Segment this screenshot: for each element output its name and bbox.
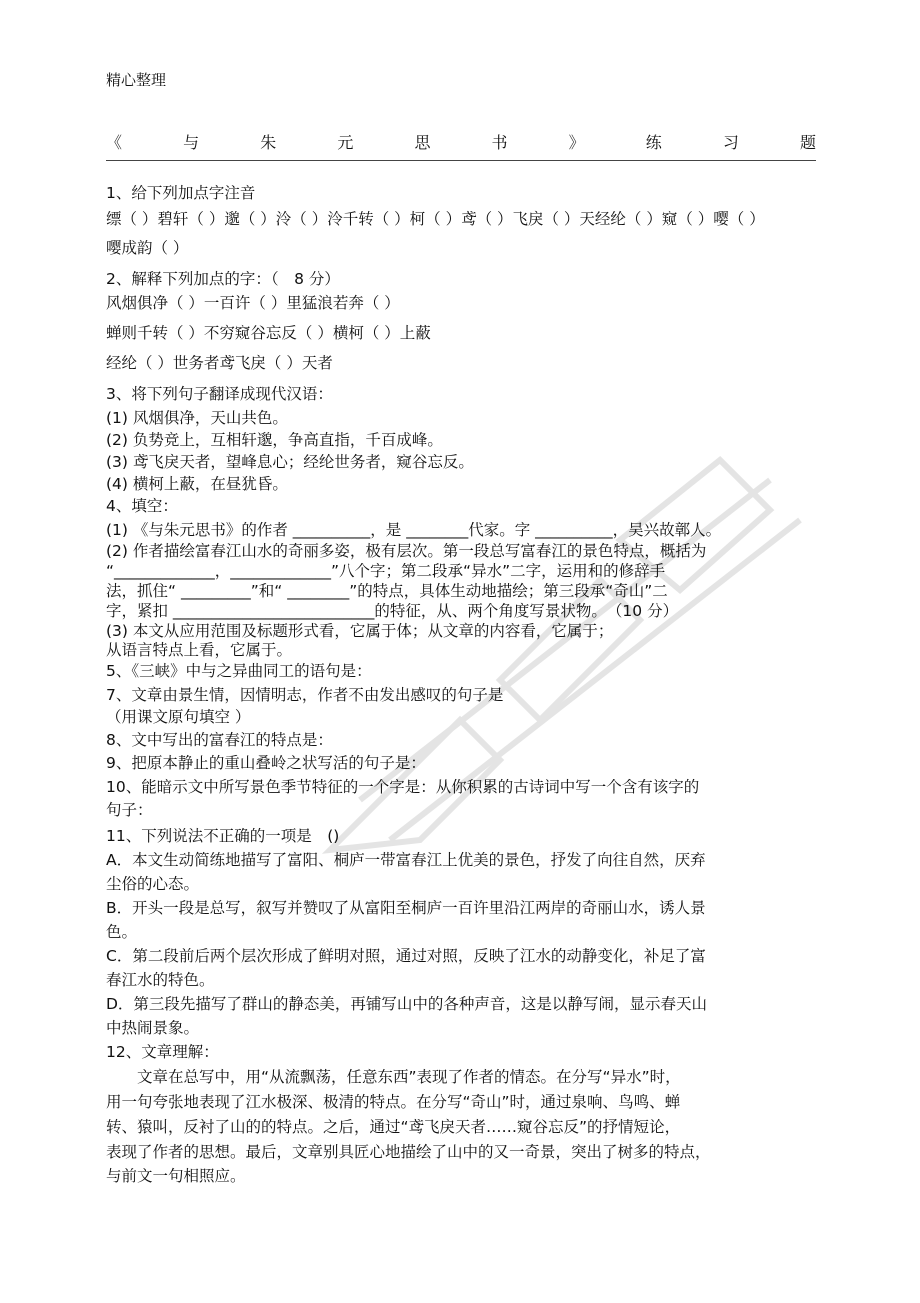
option-a-cont: 尘俗的心态。 <box>106 875 200 893</box>
title-char: 题 <box>799 133 816 152</box>
title-char: 《 <box>106 133 123 152</box>
question-2-line: 蝉则千转（ ）不穷窥谷忘反（ ）横柯（ ）上蔽 <box>106 324 431 342</box>
question-12-line: 用一句夸张地表现了江水极深、极清的特点。在分写“奇山”时，通过泉响、鸟鸣、蝉 <box>106 1093 681 1111</box>
option-b-cont: 色。 <box>106 923 138 941</box>
question-12: 12、文章理解： <box>106 1043 219 1061</box>
question-4-line: “_____________，_____________”八个字；第二段承“异水”二字，运用和的修辞手 <box>106 562 666 580</box>
question-3-line: (3) 鸢飞戾天者，望峰息心；经纶世务者，窥谷忘反。 <box>106 453 474 471</box>
question-3-line: (1) 风烟俱净，天山共色。 <box>106 409 288 427</box>
question-1-line: 嘤成韵（ ） <box>106 239 189 257</box>
question-12-line: 与前文一句相照应。 <box>106 1167 246 1185</box>
question-10-line: 句子： <box>106 801 153 819</box>
question-11: 11、下列说法不正确的一项是 () <box>106 827 340 845</box>
title-char: 练 <box>645 133 662 152</box>
question-4-line: 法，抓住“ _________”和“ ________”的特点，具体生动地描绘；第三段承“奇山”二 <box>106 582 668 600</box>
question-4-line: 从语言特点上看，它属于。 <box>106 641 293 659</box>
question-8: 8、文中写出的富春江的特点是： <box>106 731 333 749</box>
title-char: 书 <box>491 133 508 152</box>
question-4-heading: 4、填空： <box>106 497 178 515</box>
title-char: 朱 <box>260 133 277 152</box>
page-title <box>106 130 816 153</box>
option-c: C．第二段前后两个层次形成了鲜明对照，通过对照，反映了江水的动静变化，补足了富 <box>106 947 706 965</box>
question-7-note: （用课文原句填空 ） <box>106 708 251 726</box>
title-divider <box>106 160 816 161</box>
question-4-line: (3) 本文从应用范围及标题形式看，它属于体；从文章的内容看，它属于； <box>106 622 614 640</box>
title-char: 习 <box>722 133 739 152</box>
question-7: 7、文章由景生情，因情明志，作者不由发出感叹的句子是 <box>106 686 504 704</box>
question-9: 9、把原本静止的重山叠岭之状写活的句子是： <box>106 754 426 772</box>
title-char: 》 <box>568 133 585 152</box>
option-a: A．本文生动简练地描写了富阳、桐庐一带富春江上优美的景色，抒发了向往自然，厌弃 <box>106 851 706 869</box>
title-char: 与 <box>183 133 200 152</box>
title-char: 思 <box>414 133 431 152</box>
question-1-line: 缥（ ）碧轩（ ）邈（ ）泠（ ）泠千转（ ）柯（ ）鸢（ ）飞戾（ ）天经纶（ ）窥（ ）嘤（ ） <box>106 210 765 228</box>
option-d-cont: 中热闹景象。 <box>106 1019 200 1037</box>
question-3-line: (2) 负势竞上，互相轩邈，争高直指，千百成峰。 <box>106 431 443 449</box>
question-2-line: 经纶（ ）世务者鸢飞戾（ ）天者 <box>106 354 333 372</box>
question-2-heading: 2、解释下列加点的字：（ 8 分） <box>106 270 340 288</box>
option-c-cont: 春江水的特色。 <box>106 971 215 989</box>
question-5: 5、《三峡》中与之异曲同工的语句是： <box>106 662 372 680</box>
question-2-line: 风烟俱净（ ）一百许（ ）里猛浪若奔（ ） <box>106 294 400 312</box>
option-b: B．开头一段是总写，叙写并赞叹了从富阳至桐庐一百许里沿江两岸的奇丽山水，诱人景 <box>106 899 706 917</box>
question-4-line: (2) 作者描绘富春江山水的奇丽多姿，极有层次。第一段总写富春江的景色特点，概括为 <box>106 542 707 560</box>
watermark-graphic <box>300 420 820 880</box>
question-4-line: 字，紧扣 __________________________的特征，从、两个角度写景状物。 （10 分） <box>106 602 679 620</box>
question-12-line: 表现了作者的思想。最后，文章别具匠心地描绘了山中的又一奇景，突出了树多的特点， <box>106 1143 711 1161</box>
question-3-line: (4) 横柯上蔽，在昼犹昏。 <box>106 475 288 493</box>
question-1-heading: 1、给下列加点字注音 <box>106 184 256 202</box>
question-10: 10、能暗示文中所写景色季节特征的一个字是：从你积累的古诗词中写一个含有该字的 <box>106 778 700 796</box>
question-12-line: 转、猿叫，反衬了山的的特点。之后，通过“鸢飞戾天者……窥谷忘反”的抒情短论， <box>106 1118 681 1136</box>
option-d: D．第三段先描写了群山的静态美，再铺写山中的各种声音，这是以静写闹，显示春天山 <box>106 995 707 1013</box>
title-char: 元 <box>337 133 354 152</box>
question-3-heading: 3、将下列句子翻译成现代汉语： <box>106 385 333 403</box>
question-12-line: 文章在总写中，用“从流飘荡，任意东西”表现了作者的情态。在分写“异水”时， <box>106 1068 681 1086</box>
page-header: 精心整理 <box>106 71 167 89</box>
question-4-line: (1) 《与朱元思书》的作者 __________，是 ________代家。字 __________，吴兴故鄣人。 <box>106 521 722 539</box>
